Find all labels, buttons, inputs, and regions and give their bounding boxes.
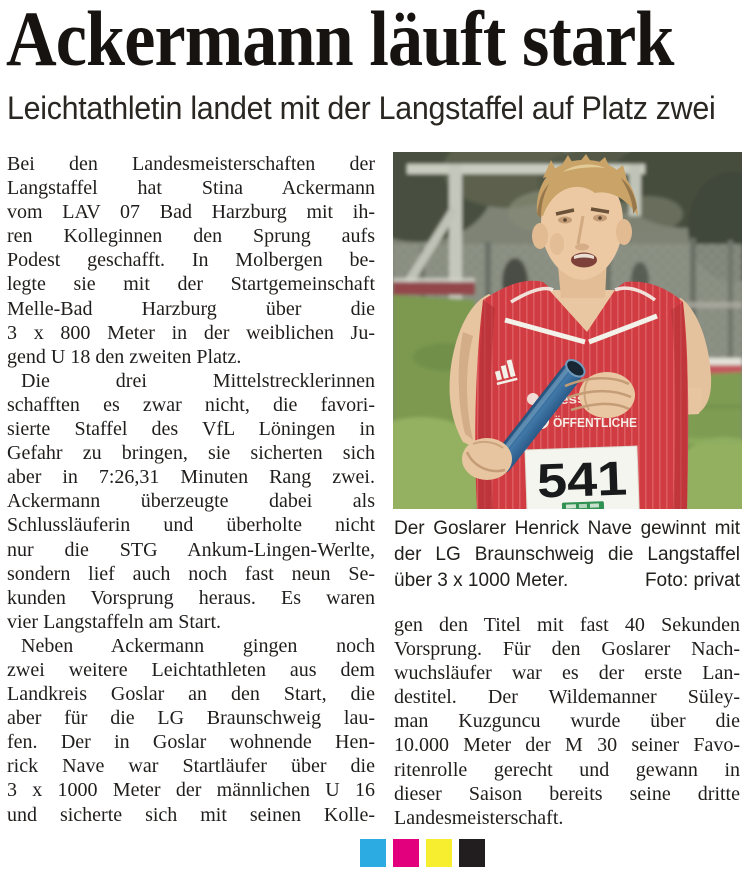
- runner-left-hand: [462, 438, 512, 480]
- caption-last-line: [394, 568, 740, 594]
- text-line: 10.000 Meter der M 30 seiner Favo-: [394, 734, 740, 757]
- text-line: nur die STG Ankum-Lingen-Werlte,: [7, 538, 375, 561]
- text-line: ritenrolle gerecht und gewann in: [394, 758, 740, 781]
- text-line: zwei weitere Leichtathleten aus dem: [7, 658, 375, 681]
- text-line: Melle-Bad Harzburg über die: [7, 297, 375, 320]
- text-line: dieser Saison bereits seine dritte: [394, 782, 740, 805]
- text-line: vom LAV 07 Bad Harzburg mit ih-: [7, 201, 375, 224]
- text-line: Die drei Mittelstrecklerinnen: [21, 369, 375, 392]
- text-line: schafften es zwar nicht, die favori-: [7, 393, 375, 416]
- text-line: sierte Staffel des VfL Löningen in: [7, 418, 375, 441]
- text-line: man Kuzguncu wurde über die: [394, 710, 740, 733]
- text-line: destitel. Der Wildemanner Süley-: [394, 686, 740, 709]
- photo-caption: [394, 516, 740, 594]
- text-line: aber in 7:26,31 Minuten Rang zwei.: [7, 466, 375, 489]
- text-line: rick Nave war Startläufer über die: [7, 755, 375, 778]
- registration-mark: [459, 839, 485, 867]
- text-line: Bei den Landesmeisterschaften der: [7, 153, 375, 175]
- print-registration-marks: [360, 839, 485, 867]
- text-line: gen den Titel mit fast 40 Sekunden: [394, 614, 740, 636]
- registration-mark: [426, 839, 452, 867]
- text-line: Podest geschafft. In Molbergen be-: [7, 249, 375, 272]
- text-line: Der Goslarer Henrick Nave gewinnt mit: [394, 518, 740, 539]
- text-line: Langstaffel hat Stina Ackermann: [7, 177, 375, 200]
- text-line: vier Langstaffeln am Start.: [7, 610, 222, 633]
- photo-credit: Foto: privat: [644, 570, 740, 591]
- paragraph-4: [394, 613, 740, 830]
- text-line: Gefahr zu bringen, sie sicherten sich: [7, 442, 375, 465]
- text-line: sondern lief auch noch fast neun Se-: [7, 562, 375, 585]
- caption-lines: [394, 516, 740, 568]
- caption-text: über 3 x 1000 Meter.: [394, 570, 569, 591]
- text-line: aber für die LG Braunschweig lau-: [7, 707, 375, 730]
- text-line: gend U 18 den zweiten Platz.: [7, 345, 242, 368]
- text-line: fen. Der in Goslar wohnende Hen-: [7, 731, 375, 754]
- text-line: Vorsprung. Für den Goslarer Nach-: [394, 638, 740, 661]
- race-bib: [525, 446, 639, 509]
- text-line: Neben Ackermann gingen noch: [21, 634, 375, 657]
- text-line: der LG Braunschweig die Langstaffel: [394, 544, 740, 565]
- paragraph-1: [7, 152, 375, 369]
- text-line: wuchsläufer war es der erste Lan-: [394, 662, 740, 685]
- text-line: Ackermann überzeugte dabei als: [7, 490, 375, 513]
- text-line: Landesmeisterschaft.: [394, 806, 564, 829]
- article-photo: [393, 152, 742, 509]
- text-line: und sicherte sich mit seinen Kolle-: [7, 803, 375, 826]
- subheadline: Leichtathletin landet mit der Langstaffel auf Platz zwei: [7, 90, 716, 126]
- text-line: 3 x 800 Meter in der weiblichen Ju-: [7, 321, 375, 344]
- text-line: ren Kolleginnen den Sprung aufs: [7, 225, 375, 248]
- registration-mark: [360, 839, 386, 867]
- text-line: Landkreis Goslar an den Start, die: [7, 683, 375, 706]
- text-line: legte sie mit der Startgemeinschaft: [7, 273, 375, 296]
- registration-mark: [393, 839, 419, 867]
- text-line: Schlussläuferin und überholte nicht: [7, 514, 375, 537]
- text-line: 3 x 1000 Meter der männlichen U 16: [7, 779, 375, 802]
- paragraph-3: [7, 634, 375, 827]
- text-line: kunden Vorsprung heraus. Es waren: [7, 586, 375, 609]
- paragraph-2: [7, 369, 375, 634]
- left-column: [7, 152, 375, 827]
- headline: Ackermann läuft stark: [6, 0, 674, 82]
- bib-number: 541: [536, 452, 619, 509]
- right-column: [394, 613, 740, 830]
- vest-sponsor-text: ÖFFENTLICHE: [553, 416, 641, 430]
